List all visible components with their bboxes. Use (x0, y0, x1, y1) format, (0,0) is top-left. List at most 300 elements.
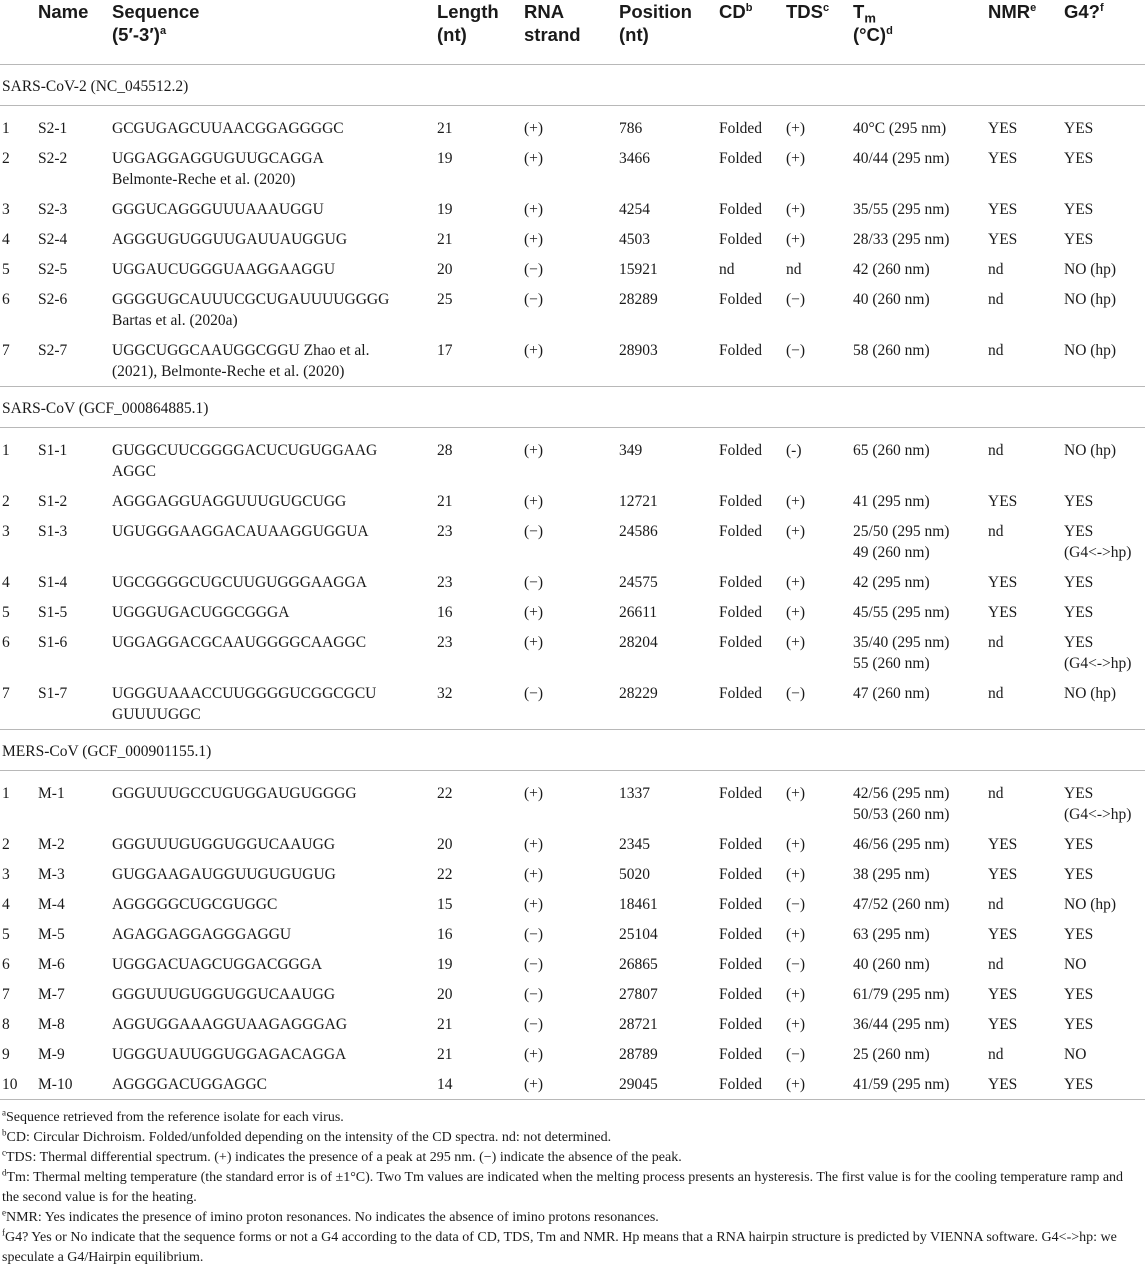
cell-pos: 5020 (619, 866, 650, 883)
cell-tds: (+) (786, 523, 806, 540)
cell-line: YES (1064, 634, 1094, 651)
section-header (0, 387, 1145, 428)
cell-nmr: nd (988, 896, 1004, 913)
cell-nmr: YES (988, 231, 1018, 248)
footnote-mark: a (2, 1107, 6, 1118)
cell-strand: (+) (524, 342, 544, 359)
header-cd (719, 0, 752, 23)
cell-len: 19 (437, 150, 453, 167)
cell-seq: GUGGAAGAUGGUUGUGUGUG (112, 866, 336, 883)
table-row (0, 113, 1145, 143)
cell-tm: 61/79 (295 nm) (853, 986, 950, 1003)
cell-num: 4 (2, 896, 10, 913)
cell-tds: (+) (786, 866, 806, 883)
cell-seq: GGGUUUGUGGUGGUCAAUGG (112, 986, 336, 1003)
cell-nmr: YES (988, 836, 1018, 853)
cell-g4: NO (hp) (1064, 442, 1117, 459)
cell-nmr: nd (988, 634, 1004, 651)
cell-strand: (−) (524, 926, 544, 943)
footnote-text: TDS: Thermal differential spectrum. (+) indicates the presence of a peak at 295 nm. (−) indicate the absence of the peak. (6, 1150, 682, 1165)
cell-name: S2-1 (38, 120, 68, 137)
cell-len: 22 (437, 785, 453, 802)
footnote-mark: f (1099, 1, 1104, 14)
header-label: Length (437, 1, 499, 22)
cell-line: 35/40 (295 nm) (853, 634, 950, 651)
cell-tm: 45/55 (295 nm) (853, 604, 950, 621)
cell-strand: (+) (524, 1076, 544, 1093)
cell-g4: YES (1064, 926, 1094, 943)
cell-len: 21 (437, 1046, 453, 1063)
cell-name: M-9 (38, 1046, 65, 1063)
footnote (2, 1108, 1143, 1128)
cell-tm: 46/56 (295 nm) (853, 836, 950, 853)
cell-name: S1-5 (38, 604, 68, 621)
cell-len: 19 (437, 201, 453, 218)
cell-pos: 12721 (619, 493, 658, 510)
cell-g4: NO (hp) (1064, 261, 1117, 278)
cell-cd: Folded (719, 926, 763, 943)
cell-num: 2 (2, 493, 10, 510)
cell-pos: 24586 (619, 523, 658, 540)
cell-num: 1 (2, 442, 10, 459)
cell-tm (853, 632, 983, 674)
cell-tm: 28/33 (295 nm) (853, 231, 950, 248)
cell-num: 5 (2, 261, 10, 278)
footnote-text: NMR: Yes indicates the presence of imino proton resonances. No indicates the absence of imino protons resonances. (6, 1210, 659, 1225)
cell-name: M-2 (38, 836, 65, 853)
cell-tds: (+) (786, 785, 806, 802)
cell-seq: AGGGAGGUAGGUUUGUGCUGG (112, 493, 347, 510)
cell-cd: Folded (719, 1016, 763, 1033)
cell-tds: (+) (786, 231, 806, 248)
table-row (0, 949, 1145, 979)
table-row (0, 919, 1145, 949)
table-row (0, 143, 1145, 194)
cell-cd: nd (719, 261, 735, 278)
cell-tm: 58 (260 nm) (853, 342, 930, 359)
cell-seq: UGCGGGGCUGCUUGUGGGAAGGA (112, 574, 367, 591)
cell-pos: 2345 (619, 836, 650, 853)
cell-seq: UGGAUCUGGGUAAGGAAGGU (112, 261, 336, 278)
cell-name: S2-2 (38, 150, 68, 167)
cell-tm: 35/55 (295 nm) (853, 201, 950, 218)
table-row (0, 567, 1145, 597)
cell-cd: Folded (719, 1046, 763, 1063)
cell-nmr: YES (988, 866, 1018, 883)
cell-tds: (−) (786, 896, 806, 913)
section-title: MERS-CoV (GCF_000901155.1) (2, 743, 212, 760)
cell-g4: NO (hp) (1064, 291, 1117, 308)
cell-len: 23 (437, 574, 453, 591)
cell-len: 20 (437, 261, 453, 278)
cell-name: S1-6 (38, 634, 68, 651)
cell-name: M-10 (38, 1076, 73, 1093)
header-label: NMR (988, 1, 1031, 22)
cell-num: 2 (2, 150, 10, 167)
cell-tm (853, 783, 983, 825)
cell-seq: GGGUCAGGGUUUAAAUGGU (112, 201, 324, 218)
footnote-mark: d (2, 1167, 7, 1178)
table-row (0, 889, 1145, 919)
header-label-line2: (nt) (619, 24, 649, 45)
cell-pos: 28721 (619, 1016, 658, 1033)
header-label: G4? (1064, 1, 1100, 22)
cell-g4: NO (1064, 1046, 1087, 1063)
cell-name: S2-5 (38, 261, 68, 278)
cell-strand: (+) (524, 836, 544, 853)
cell-tds: (−) (786, 685, 806, 702)
cell-g4 (1064, 783, 1144, 825)
cell-nmr: YES (988, 604, 1018, 621)
cell-len: 16 (437, 926, 453, 943)
footnote (2, 1228, 1143, 1268)
cell-tds: (+) (786, 836, 806, 853)
table-header (0, 0, 1145, 65)
cell-strand: (+) (524, 1046, 544, 1063)
cell-nmr: YES (988, 150, 1018, 167)
cell-seq: UGGGUGACUGGCGGGA (112, 604, 290, 621)
cell-line: (G4<->hp) (1064, 806, 1132, 823)
cell-name: M-4 (38, 896, 65, 913)
cell-tm: 38 (295 nm) (853, 866, 930, 883)
cell-name: M-1 (38, 785, 65, 802)
cell-name: S1-2 (38, 493, 68, 510)
cell-line: YES (1064, 523, 1094, 540)
section-title: SARS-CoV-2 (NC_045512.2) (2, 78, 189, 95)
cell-nmr: nd (988, 523, 1004, 540)
cell-strand: (+) (524, 896, 544, 913)
footnote-text: Sequence retrieved from the reference isolate for each virus. (6, 1110, 344, 1125)
cell-strand: (−) (524, 291, 544, 308)
cell-num: 3 (2, 866, 10, 883)
cell-name: S2-3 (38, 201, 68, 218)
cell-line: (G4<->hp) (1064, 544, 1132, 561)
cell-g4: YES (1064, 866, 1094, 883)
cell-line: 49 (260 nm) (853, 544, 930, 561)
cell-nmr: nd (988, 1046, 1004, 1063)
cell-g4: NO (hp) (1064, 685, 1117, 702)
cell-name: M-8 (38, 1016, 65, 1033)
cell-tm: 47 (260 nm) (853, 685, 930, 702)
table-row (0, 224, 1145, 254)
cell-tm: 63 (295 nm) (853, 926, 930, 943)
cell-cd: Folded (719, 291, 763, 308)
cell-pos: 25104 (619, 926, 658, 943)
table-row (0, 516, 1145, 567)
cell-pos: 4254 (619, 201, 650, 218)
header-g4 (1064, 0, 1104, 23)
cell-tds: (+) (786, 1076, 806, 1093)
cell-line: Belmonte-Reche et al. (2020) (112, 171, 296, 188)
cell-num: 9 (2, 1046, 10, 1063)
cell-pos: 28229 (619, 685, 658, 702)
header-nmr (988, 0, 1036, 23)
cell-pos: 1337 (619, 785, 650, 802)
cell-tds: nd (786, 261, 802, 278)
cell-nmr: YES (988, 986, 1018, 1003)
table-row (0, 194, 1145, 224)
cell-seq (112, 148, 412, 190)
cell-nmr: nd (988, 785, 1004, 802)
header-label: RNA (524, 1, 565, 22)
cell-cd: Folded (719, 604, 763, 621)
cell-seq: UGGGUAUUGGUGGAGACAGGA (112, 1046, 347, 1063)
cell-strand: (−) (524, 685, 544, 702)
cell-cd: Folded (719, 1076, 763, 1093)
cell-seq: AGGUGGAAAGGUAAGAGGGAG (112, 1016, 348, 1033)
cell-tds: (+) (786, 926, 806, 943)
cell-num: 10 (2, 1076, 18, 1093)
cell-g4: YES (1064, 604, 1094, 621)
cell-tm: 40/44 (295 nm) (853, 150, 950, 167)
cell-tm: 47/52 (260 nm) (853, 896, 950, 913)
cell-len: 25 (437, 291, 453, 308)
cell-len: 20 (437, 986, 453, 1003)
cell-g4: YES (1064, 986, 1094, 1003)
section-title: SARS-CoV (GCF_000864885.1) (2, 400, 209, 417)
cell-g4 (1064, 521, 1144, 563)
cell-pos: 26865 (619, 956, 658, 973)
cell-line: 42/56 (295 nm) (853, 785, 950, 802)
footnote-text: CD: Circular Dichroism. Folded/unfolded depending on the intensity of the CD spectra. nd: not determined. (6, 1130, 612, 1145)
cell-line: 50/53 (260 nm) (853, 806, 950, 823)
header-label: TDS (786, 1, 823, 22)
cell-tm: 65 (260 nm) (853, 442, 930, 459)
header-label: Sequence (112, 1, 200, 22)
cell-tds: (−) (786, 956, 806, 973)
cell-nmr: nd (988, 442, 1004, 459)
cell-strand: (+) (524, 493, 544, 510)
cell-line: AGGC (112, 463, 156, 480)
section-top-gap (0, 771, 1145, 778)
cell-name: S2-4 (38, 231, 68, 248)
cell-cd: Folded (719, 836, 763, 853)
cell-nmr: YES (988, 493, 1018, 510)
cell-pos: 3466 (619, 150, 650, 167)
table-row (0, 829, 1145, 859)
cell-g4: YES (1064, 201, 1094, 218)
cell-name: S1-1 (38, 442, 68, 459)
table-row (0, 486, 1145, 516)
cell-pos: 27807 (619, 986, 658, 1003)
cell-cd: Folded (719, 634, 763, 651)
cell-tds: (+) (786, 604, 806, 621)
cell-seq: GGGUUUGUGGUGGUCAAUGG (112, 836, 336, 853)
table-row (0, 778, 1145, 829)
cell-len: 32 (437, 685, 453, 702)
cell-strand: (+) (524, 785, 544, 802)
cell-line: Bartas et al. (2020a) (112, 312, 238, 329)
cell-strand: (+) (524, 120, 544, 137)
cell-tm: 25 (260 nm) (853, 1046, 930, 1063)
cell-nmr: YES (988, 926, 1018, 943)
cell-name: S1-3 (38, 523, 68, 540)
cell-line: GGGGUGCAUUUCGCUGAUUUUGGGG (112, 291, 390, 308)
header-label: Name (38, 1, 89, 22)
cell-strand: (+) (524, 604, 544, 621)
cell-num: 3 (2, 201, 10, 218)
cell-num: 5 (2, 926, 10, 943)
cell-num: 6 (2, 956, 10, 973)
cell-name: M-7 (38, 986, 65, 1003)
cell-line: GUGGCUUCGGGGACUCUGUGGAAG (112, 442, 378, 459)
cell-len: 21 (437, 1016, 453, 1033)
header-label-line2: (°C) (853, 24, 887, 45)
cell-strand: (+) (524, 150, 544, 167)
cell-tm: 36/44 (295 nm) (853, 1016, 950, 1033)
cell-strand: (−) (524, 986, 544, 1003)
cell-tm: 40 (260 nm) (853, 956, 930, 973)
section-header (0, 65, 1145, 106)
cell-cd: Folded (719, 201, 763, 218)
footnote (2, 1148, 1143, 1168)
cell-tds: (+) (786, 150, 806, 167)
footnote-mark: d (886, 24, 893, 37)
table-row (0, 1039, 1145, 1069)
cell-tm: 41/59 (295 nm) (853, 1076, 950, 1093)
cell-cd: Folded (719, 231, 763, 248)
section-top-gap (0, 428, 1145, 435)
footnotes (0, 1100, 1145, 1268)
cell-num: 1 (2, 785, 10, 802)
cell-name: S2-6 (38, 291, 68, 308)
cell-pos: 28789 (619, 1046, 658, 1063)
cell-strand: (−) (524, 956, 544, 973)
cell-g4: YES (1064, 150, 1094, 167)
cell-nmr: nd (988, 956, 1004, 973)
cell-seq: GGGUUUGCCUGUGGAUGUGGGG (112, 785, 357, 802)
cell-num: 5 (2, 604, 10, 621)
cell-name: M-3 (38, 866, 65, 883)
cell-g4: YES (1064, 493, 1094, 510)
cell-cd: Folded (719, 120, 763, 137)
cell-len: 16 (437, 604, 453, 621)
cell-name: S1-7 (38, 685, 68, 702)
table-row (0, 597, 1145, 627)
cell-pos: 786 (619, 120, 643, 137)
cell-tds: (+) (786, 493, 806, 510)
cell-strand: (+) (524, 866, 544, 883)
cell-len: 21 (437, 231, 453, 248)
footnote-mark: f (2, 1227, 5, 1238)
cell-pos: 15921 (619, 261, 658, 278)
cell-tm: 42 (260 nm) (853, 261, 930, 278)
cell-len: 23 (437, 634, 453, 651)
footnote (2, 1128, 1143, 1148)
cell-len: 15 (437, 896, 453, 913)
table-row (0, 627, 1145, 678)
header-len (437, 0, 499, 46)
table-row (0, 335, 1145, 386)
header-pos (619, 0, 692, 46)
cell-nmr: nd (988, 261, 1004, 278)
cell-tm (853, 521, 983, 563)
cell-cd: Folded (719, 523, 763, 540)
cell-seq (112, 289, 412, 331)
cell-nmr: nd (988, 342, 1004, 359)
footnote-mark: c (823, 1, 830, 14)
cell-line: YES (1064, 785, 1094, 802)
cell-num: 4 (2, 231, 10, 248)
cell-len: 21 (437, 120, 453, 137)
cell-seq: UGUGGGAAGGACAUAAGGUGGUA (112, 523, 369, 540)
cell-strand: (−) (524, 574, 544, 591)
footnote-mark: c (2, 1147, 6, 1158)
cell-nmr: YES (988, 120, 1018, 137)
cell-len: 20 (437, 836, 453, 853)
header-label: Position (619, 1, 692, 22)
cell-tds: (+) (786, 986, 806, 1003)
cell-pos: 28204 (619, 634, 658, 651)
footnote (2, 1208, 1143, 1228)
cell-cd: Folded (719, 150, 763, 167)
footnote-text: G4? Yes or No indicate that the sequence forms or not a G4 according to the data of CD, TDS, Tm and NMR. Hp means that a RNA hairpin structure is predicted by VIENNA software. G4<->hp: we speculate a G4/Hairpin equilibrium. (2, 1230, 1117, 1265)
cell-nmr: nd (988, 291, 1004, 308)
cell-nmr: YES (988, 574, 1018, 591)
cell-num: 3 (2, 523, 10, 540)
cell-line: 55 (260 nm) (853, 655, 930, 672)
cell-tds: (−) (786, 291, 806, 308)
cell-cd: Folded (719, 896, 763, 913)
cell-g4: YES (1064, 1076, 1094, 1093)
cell-num: 8 (2, 1016, 10, 1033)
cell-cd: Folded (719, 956, 763, 973)
table-row (0, 254, 1145, 284)
cell-nmr: YES (988, 201, 1018, 218)
table-row (0, 1009, 1145, 1039)
section-top-gap (0, 106, 1145, 113)
cell-strand: (+) (524, 634, 544, 651)
cell-g4: YES (1064, 574, 1094, 591)
header-name (38, 0, 88, 23)
cell-tds: (+) (786, 634, 806, 651)
table-row (0, 859, 1145, 889)
footnote-mark: b (745, 1, 753, 14)
table-row (0, 678, 1145, 729)
cell-strand: (−) (524, 261, 544, 278)
cell-len: 14 (437, 1076, 453, 1093)
cell-tds: (-) (786, 442, 802, 459)
cell-tds: (−) (786, 1046, 806, 1063)
cell-seq: AGGGGGCUGCGUGGC (112, 896, 278, 913)
cell-seq: UGGGACUAGCUGGACGGGA (112, 956, 323, 973)
cell-cd: Folded (719, 342, 763, 359)
header-subscript: m (864, 10, 876, 26)
cell-pos: 18461 (619, 896, 658, 913)
cell-name: M-6 (38, 956, 65, 973)
cell-name: S2-7 (38, 342, 68, 359)
cell-seq (112, 683, 412, 725)
cell-cd: Folded (719, 986, 763, 1003)
table-row (0, 1069, 1145, 1099)
cell-num: 2 (2, 836, 10, 853)
cell-len: 28 (437, 442, 453, 459)
cell-g4: YES (1064, 1016, 1094, 1033)
cell-cd: Folded (719, 785, 763, 802)
cell-pos: 29045 (619, 1076, 658, 1093)
cell-num: 4 (2, 574, 10, 591)
cell-line: UGGGUAAACCUUGGGGUCGGCGCU (112, 685, 377, 702)
cell-g4: NO (hp) (1064, 896, 1117, 913)
cell-line: (G4<->hp) (1064, 655, 1132, 672)
cell-tds: (+) (786, 120, 806, 137)
cell-seq: AGGGUGUGGUUGAUUAUGGUG (112, 231, 348, 248)
cell-strand: (+) (524, 231, 544, 248)
cell-tm: 40°C (295 nm) (853, 120, 947, 137)
cell-tm: 41 (295 nm) (853, 493, 930, 510)
header-tds (786, 0, 829, 23)
footnote-mark: e (1030, 1, 1037, 14)
